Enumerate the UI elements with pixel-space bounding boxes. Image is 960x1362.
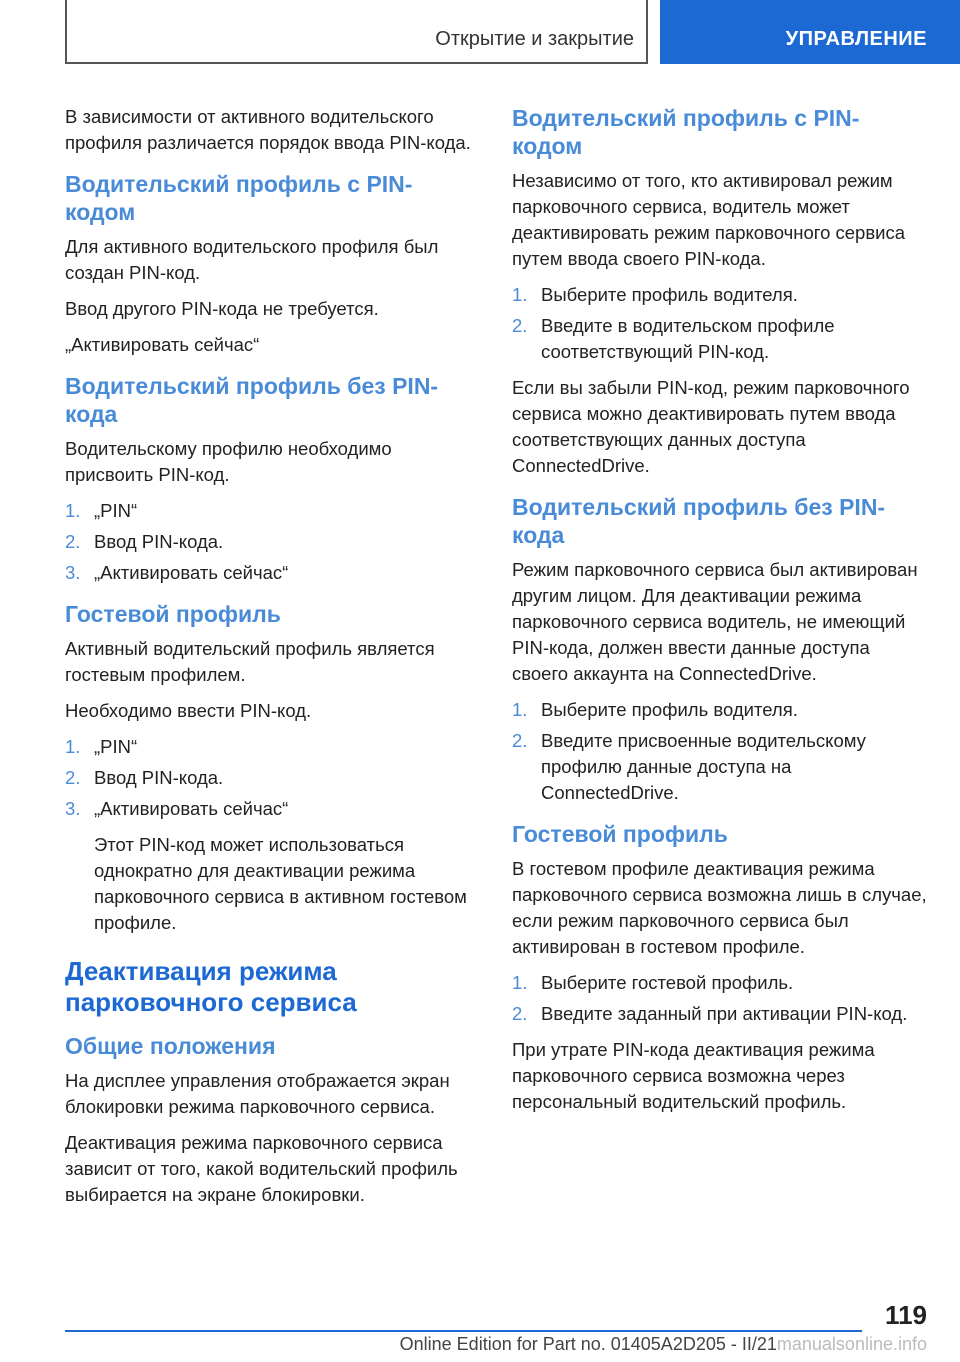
step-text: Выберите гостевой профиль. [541, 972, 794, 993]
footer-divider [65, 1330, 862, 1332]
step-number: 1. [512, 972, 528, 993]
steps-list [512, 970, 927, 1027]
list-item [512, 1001, 927, 1027]
step-text: Выберите профиль водителя. [541, 699, 798, 720]
list-item [65, 734, 477, 760]
list-item [65, 560, 477, 586]
paragraph: Активный водительский профиль является гостевым профилем. [65, 638, 435, 685]
edition-text: Online Edition for Part no. 01405A2D205 - II/21 [399, 1334, 777, 1354]
list-item [65, 765, 477, 791]
paragraph: В гостевом профиле деактивация режима парковочного сервиса возможна лишь в случае, если режим парковочного сервиса был активирован в гостевом профиле. [512, 858, 927, 957]
header-chapter-box [660, 0, 960, 64]
step-number: 2. [512, 315, 528, 336]
section-heading: Водительский профиль с PIN-кодом [512, 105, 860, 159]
steps-list [512, 697, 927, 806]
paragraph: Деактивация режима парковочного сервиса зависит от того, какой водительский профиль выбирается на экране блокировки. [65, 1132, 458, 1205]
paragraph: „Активировать сейчас“ [65, 334, 260, 355]
section-heading: Гостевой профиль [65, 601, 281, 627]
step-number: 1. [65, 500, 81, 521]
step-text: Введите в водительском профиле соответствующий PIN-код. [541, 315, 835, 362]
list-item [65, 529, 477, 555]
list-item [65, 498, 477, 524]
step-text: „PIN“ [94, 736, 138, 757]
step-number: 1. [65, 736, 81, 757]
paragraph: На дисплее управления отображается экран блокировки режима парковочного сервиса. [65, 1070, 450, 1117]
paragraph: Режим парковочного сервиса был активирован другим лицом. Для деактивации режима парковочного сервиса водитель, не имеющий PIN-кода, должен ввести данные доступа своего аккаунта на ConnectedDrive. [512, 559, 918, 684]
right-column [512, 104, 927, 1125]
paragraph: Если вы забыли PIN-код, режим парковочного сервиса можно деактивировать путем ввода соответствующих данных доступа ConnectedDrive. [512, 377, 910, 476]
step-number: 2. [512, 1003, 528, 1024]
list-item [512, 313, 927, 365]
page-number: 119 [885, 1300, 927, 1330]
chapter-heading: Деактивация режима парковочного сервиса [65, 956, 357, 1017]
left-column [65, 104, 477, 1218]
section-heading: Водительский профиль с PIN-кодом [65, 171, 413, 225]
watermark-text: manualsonline.info [776, 1334, 927, 1354]
paragraph: Водительскому профилю необходимо присвоить PIN-код. [65, 438, 392, 485]
paragraph: Необходимо ввести PIN-код. [65, 700, 312, 721]
step-text: „PIN“ [94, 500, 138, 521]
step-number: 1. [512, 284, 528, 305]
step-note: Этот PIN-код может использоваться однократно для деактивации режима парковочного сервиса в активном гостевом профиле. [94, 834, 467, 933]
list-item [512, 697, 927, 723]
footer-edition [400, 1334, 927, 1355]
paragraph: При утрате PIN-кода деактивация режима парковочного сервиса возможна через персональный водительский профиль. [512, 1039, 875, 1112]
list-item [65, 796, 477, 822]
paragraph: Независимо от того, кто активировал режим парковочного сервиса, водитель может деактивировать режим парковочного сервиса путем ввода своего PIN-кода. [512, 170, 906, 269]
step-text: Ввод PIN-кода. [94, 767, 224, 788]
step-number: 1. [512, 699, 528, 720]
header-chapter-title: УПРАВЛЕНИЕ [785, 28, 927, 50]
step-text: „Активировать сейчас“ [94, 562, 289, 583]
step-number: 3. [65, 562, 81, 583]
subsection-heading: Общие положения [65, 1033, 276, 1059]
step-text: Выберите профиль водителя. [541, 284, 798, 305]
steps-list [512, 282, 927, 365]
step-text: Ввод PIN-кода. [94, 531, 224, 552]
header-section-title: Открытие и закрытие [435, 28, 634, 50]
list-item [512, 728, 927, 806]
paragraph: Для активного водительского профиля был создан PIN-код. [65, 236, 439, 283]
step-number: 2. [512, 730, 528, 751]
list-item [512, 970, 927, 996]
list-item [512, 282, 927, 308]
step-text: Введите присвоенные водительскому профилю данные доступа на ConnectedDrive. [541, 730, 866, 803]
step-text: „Активировать сейчас“ [94, 798, 289, 819]
step-text: Введите заданный при активации PIN-код. [541, 1003, 908, 1024]
steps-list [65, 734, 477, 822]
section-heading: Водительский профиль без PIN-кода [512, 494, 886, 548]
steps-list [65, 498, 477, 586]
step-number: 2. [65, 531, 81, 552]
section-heading: Водительский профиль без PIN-кода [65, 373, 439, 427]
paragraph: Ввод другого PIN-кода не требуется. [65, 298, 379, 319]
step-number: 3. [65, 798, 81, 819]
step-number: 2. [65, 767, 81, 788]
header-section-box [65, 0, 648, 64]
intro-paragraph: В зависимости от активного водительского профиля различается порядок ввода PIN-кода. [65, 106, 471, 153]
section-heading: Гостевой профиль [512, 821, 728, 847]
